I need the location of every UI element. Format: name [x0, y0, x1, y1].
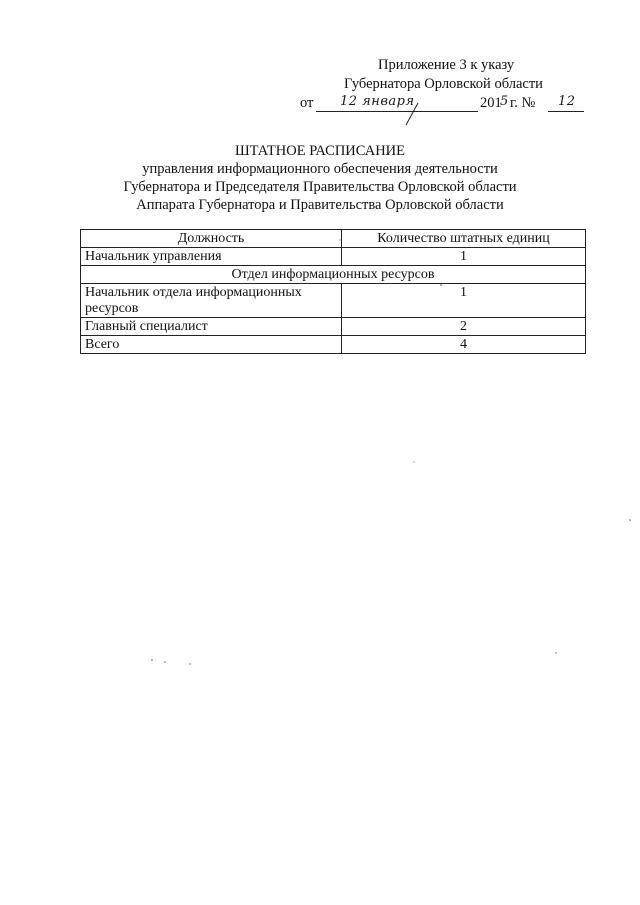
table-row — [81, 284, 586, 318]
total-count: 4 — [342, 336, 586, 354]
scan-speck — [189, 663, 190, 664]
number-prefix: г. № — [510, 95, 536, 111]
position-cell: Начальник отдела информационных ресурсов — [81, 284, 342, 318]
year-prefix: 201 — [480, 95, 502, 111]
table-section-row — [81, 266, 586, 284]
document-subtitle-2: Губернатора и Председателя Правительства Орловской области — [123, 179, 517, 195]
handwritten-year: 5 — [500, 94, 509, 109]
scan-speck — [164, 661, 165, 662]
scan-speck — [413, 461, 414, 462]
signature-stroke — [406, 103, 418, 125]
appendix-issuer: Губернатора Орловской области — [344, 76, 543, 92]
document-subtitle-3: Аппарата Губернатора и Правительства Орловской области — [136, 197, 504, 213]
header-count: Количество штатных единиц — [342, 230, 586, 248]
date-prefix: от — [300, 95, 314, 111]
table-row — [81, 248, 586, 266]
section-title: Отдел информационных ресурсов — [81, 266, 586, 284]
position-cell: Главный специалист — [81, 318, 342, 336]
count-cell: 1 — [342, 248, 586, 266]
position-cell: Начальник управления — [81, 248, 342, 266]
document-title: ШТАТНОЕ РАСПИСАНИЕ — [234, 143, 406, 159]
handwritten-date: 12 января — [340, 94, 415, 109]
count-cell: 1 — [342, 284, 586, 318]
header-position: Должность — [81, 230, 342, 248]
scan-speck — [555, 652, 556, 653]
table-row — [81, 318, 586, 336]
table-header-row — [81, 230, 586, 248]
count-cell: 2 — [342, 318, 586, 336]
scan-speck — [151, 659, 153, 661]
table-total-row — [81, 336, 586, 354]
handwritten-number: 12 — [558, 94, 576, 109]
appendix-title: Приложение 3 к указу — [378, 57, 515, 73]
document-subtitle-1: управления информационного обеспечения деятельности — [142, 161, 498, 177]
staff-table — [80, 229, 586, 354]
scan-speck — [629, 519, 631, 521]
total-label: Всего — [81, 336, 342, 354]
